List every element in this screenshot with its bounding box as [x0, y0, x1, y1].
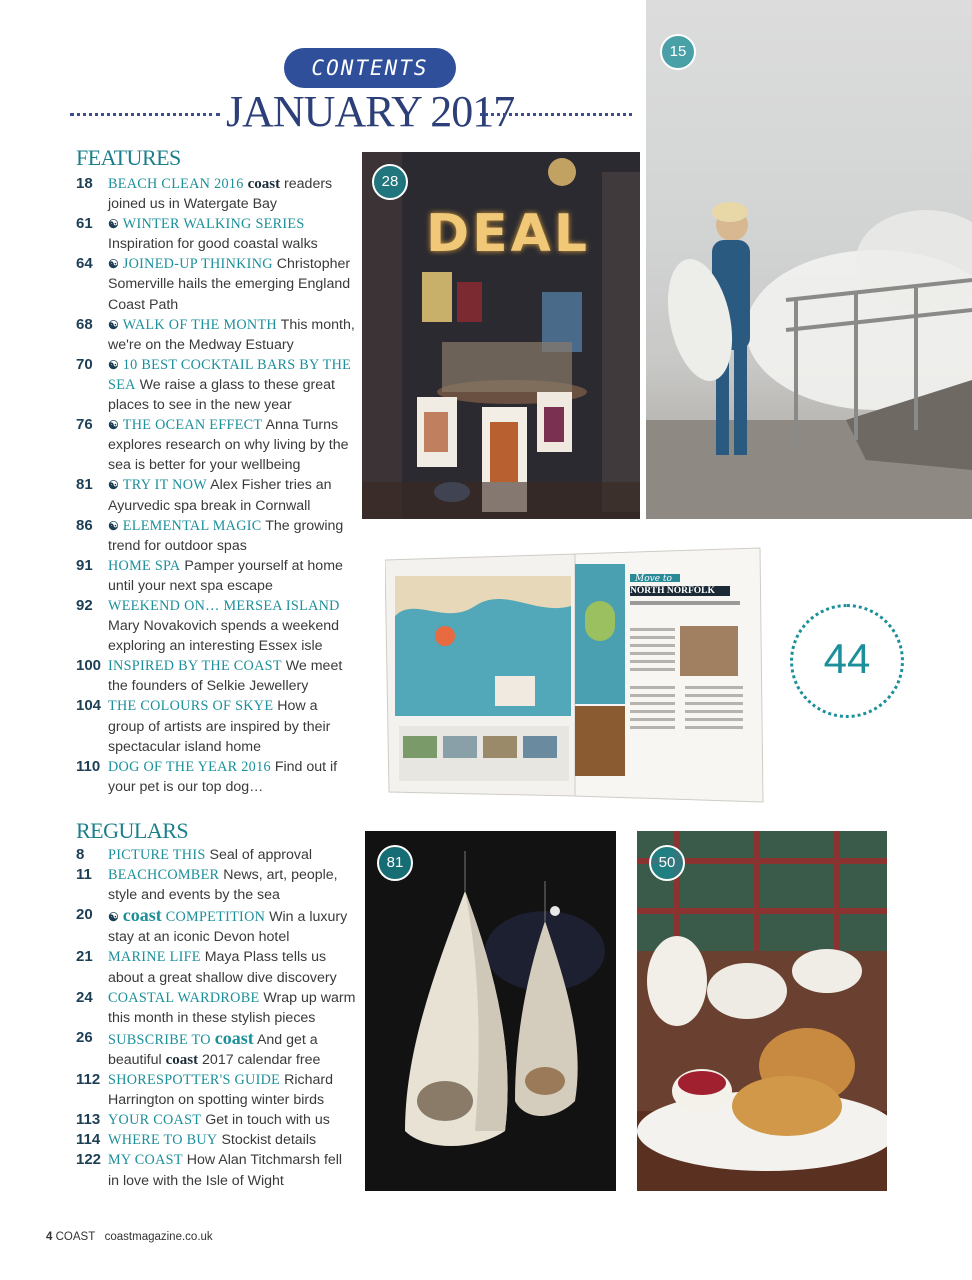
contents-item[interactable]: [76, 415, 356, 475]
features-heading: FEATURES: [76, 145, 181, 170]
item-page-number: 26: [76, 1028, 93, 1046]
item-title: MARINE LIFE: [108, 949, 201, 966]
item-title: YOUR COAST: [108, 1112, 202, 1129]
item-title: WHERE TO BUY: [108, 1132, 218, 1149]
regulars-heading: REGULARS: [76, 818, 189, 843]
page-badge-81: 81: [377, 845, 413, 881]
item-description: Alex Fisher tries an Ayurvedic spa break in Cornwall: [108, 477, 332, 514]
deal-sign: DEAL: [426, 204, 591, 264]
item-page-number: 61: [76, 215, 93, 233]
decorative-scribble-right: [480, 113, 632, 126]
magazine-spread: [385, 546, 765, 804]
coast-brand: coast: [214, 1027, 254, 1048]
page-badge-44: [790, 604, 904, 718]
contents-item[interactable]: [76, 757, 356, 797]
contents-item[interactable]: [76, 315, 356, 355]
footer-url[interactable]: coastmagazine.co.uk: [104, 1231, 213, 1243]
item-description: The growing trend for outdoor spas: [108, 517, 344, 554]
contents-item[interactable]: [76, 845, 356, 865]
item-description: And get a beautiful: [108, 1031, 318, 1068]
item-page-number: 100: [76, 657, 102, 675]
afternoon-tea-photo: [637, 831, 887, 1191]
item-description: News, art, people, style and events by the sea: [108, 867, 338, 904]
contents-item[interactable]: [76, 556, 356, 596]
item-title: THE COLOURS OF SKYE: [108, 698, 274, 715]
contents-item[interactable]: [76, 988, 356, 1028]
item-description: Inspiration for good coastal walks: [108, 236, 318, 253]
item-description: Seal of approval: [209, 847, 313, 863]
item-page-number: 20: [76, 906, 93, 924]
item-description: We meet the founders of Selkie Jewellery: [108, 658, 343, 695]
regulars-list: [76, 845, 356, 1191]
item-page-number: 92: [76, 596, 93, 614]
item-page-number: 70: [76, 355, 93, 373]
contents-item[interactable]: [76, 865, 356, 905]
contents-item[interactable]: [76, 656, 356, 696]
footer-mag-name: COAST: [55, 1231, 96, 1243]
item-title: WINTER WALKING SERIES: [122, 216, 305, 233]
item-description: Pamper yourself at home until your next spa escape: [108, 557, 343, 594]
contents-item[interactable]: [76, 1028, 356, 1070]
item-description: Richard Harrington on spotting winter birds: [108, 1072, 333, 1109]
spread-tag: Move to: [635, 574, 672, 584]
item-description: Stockist details: [221, 1132, 317, 1149]
contents-item[interactable]: [76, 1110, 356, 1130]
item-title: ELEMENTAL MAGIC: [122, 517, 262, 534]
contents-item[interactable]: [76, 947, 356, 987]
coast-brand: coast: [165, 1051, 199, 1068]
contents-item[interactable]: [76, 905, 356, 947]
item-page-number: 8: [76, 846, 85, 863]
item-page-number: 11: [76, 866, 92, 884]
contents-item[interactable]: [76, 1130, 356, 1150]
page-badge-28: 28: [372, 164, 408, 200]
item-page-number: 76: [76, 416, 93, 434]
features-list: [76, 174, 356, 797]
walk-icon: ☯: [108, 357, 119, 372]
item-page-number: 122: [76, 1151, 102, 1169]
item-page-number: 64: [76, 255, 93, 273]
item-title: WALK OF THE MONTH: [122, 316, 277, 333]
item-description: Wrap up warm this month in these stylish pieces: [108, 989, 356, 1026]
item-description: Maya Plass tells us about a great shallow dive discovery: [108, 949, 337, 986]
item-description: How a group of artists are inspired by their spectacular island home: [108, 698, 331, 755]
item-title: WEEKEND ON… MERSEA ISLAND: [108, 597, 340, 614]
deal-shop-photo: [362, 152, 640, 519]
item-description: 2017 calendar free: [202, 1051, 321, 1068]
item-page-number: 113: [76, 1111, 101, 1129]
contents-item[interactable]: [76, 214, 356, 254]
coast-brand: coast: [122, 905, 162, 926]
badge-44-number: 44: [823, 635, 871, 682]
item-page-number: 91: [76, 556, 93, 574]
item-description: Win a luxury stay at an iconic Devon hotel: [108, 909, 348, 946]
item-description: Christopher Somerville hails the emerging England Coast Path: [108, 256, 351, 313]
item-page-number: 81: [76, 476, 93, 494]
item-page-number: 112: [76, 1071, 101, 1089]
magazine-spread-illustration: [385, 546, 765, 804]
item-title: MY COAST: [108, 1152, 183, 1169]
item-title: TRY IT NOW: [122, 477, 207, 494]
surfer-photo: [646, 0, 972, 519]
item-title: THE OCEAN EFFECT: [122, 417, 263, 434]
contents-item[interactable]: [76, 596, 356, 656]
surfer-illustration: [646, 0, 972, 519]
item-title: DOG OF THE YEAR 2016: [108, 758, 271, 775]
item-description: readers joined us in Watergate Bay: [108, 176, 333, 213]
item-title: BEACH CLEAN 2016: [108, 176, 244, 192]
afternoon-tea-illustration: [637, 831, 887, 1191]
item-description: We raise a glass to these great places to see in the new year: [108, 376, 335, 414]
contents-item[interactable]: [76, 1070, 356, 1110]
item-title: 10 BEST COCKTAIL BARS BY THE SEA: [108, 356, 352, 393]
contents-item[interactable]: [76, 355, 356, 415]
contents-item[interactable]: [76, 475, 356, 515]
item-page-number: 68: [76, 315, 93, 333]
item-title: SUBSCRIBE TO: [108, 1031, 211, 1048]
item-description: Find out if your pet is our top dog…: [108, 758, 338, 795]
item-description: Mary Novakovich spends a weekend exploring an interesting Essex isle: [108, 618, 340, 655]
contents-item[interactable]: [76, 254, 356, 314]
item-title: HOME SPA: [108, 557, 181, 574]
item-page-number: 21: [76, 948, 93, 966]
spread-title: NORTH NORFOLK: [630, 586, 715, 596]
item-title: INSPIRED BY THE COAST: [108, 658, 282, 675]
item-page-number: 114: [76, 1131, 101, 1149]
item-title: COASTAL WARDROBE: [108, 989, 260, 1006]
contents-item[interactable]: [76, 1150, 356, 1190]
page-number: 4: [46, 1231, 53, 1243]
coast-brand: coast: [247, 176, 281, 192]
page-badge-15: 15: [660, 34, 696, 70]
item-title: BEACHCOMBER: [108, 867, 220, 884]
contents-item[interactable]: [76, 174, 356, 214]
issue-month-title: JANUARY 2017: [226, 87, 515, 136]
contents-item[interactable]: [76, 696, 356, 756]
hammock-photo: [365, 831, 616, 1191]
item-page-number: 110: [76, 757, 101, 775]
contents-item[interactable]: [76, 516, 356, 556]
page-footer: [46, 1231, 213, 1243]
walk-icon: ☯: [108, 910, 119, 925]
walk-icon: ☯: [108, 518, 119, 533]
item-description: This month, we're on the Medway Estuary: [108, 316, 355, 353]
item-page-number: 18: [76, 175, 93, 192]
contents-badge: [284, 48, 456, 88]
page-badge-50: 50: [649, 845, 685, 881]
item-title: SHORESPOTTER'S GUIDE: [108, 1072, 281, 1089]
item-title: COMPETITION: [165, 909, 266, 926]
item-title: PICTURE THIS: [108, 847, 206, 863]
item-page-number: 86: [76, 516, 93, 534]
hammock-illustration: [365, 831, 616, 1191]
walk-icon: ☯: [108, 418, 119, 433]
walk-icon: ☯: [108, 317, 119, 332]
item-page-number: 24: [76, 988, 93, 1006]
item-description: Anna Turns explores research on why living by the sea is better for your wellbeing: [108, 417, 349, 474]
item-title: JOINED-UP THINKING: [122, 256, 273, 273]
walk-icon: ☯: [108, 478, 119, 493]
contents-label: CONTENTS: [311, 56, 429, 80]
item-description: How Alan Titchmarsh fell in love with the Isle of Wight: [108, 1152, 343, 1189]
item-page-number: 104: [76, 697, 102, 715]
walk-icon: ☯: [108, 217, 119, 232]
item-description: Get in touch with us: [205, 1112, 330, 1129]
walk-icon: ☯: [108, 257, 119, 272]
decorative-scribble-left: [70, 113, 220, 126]
